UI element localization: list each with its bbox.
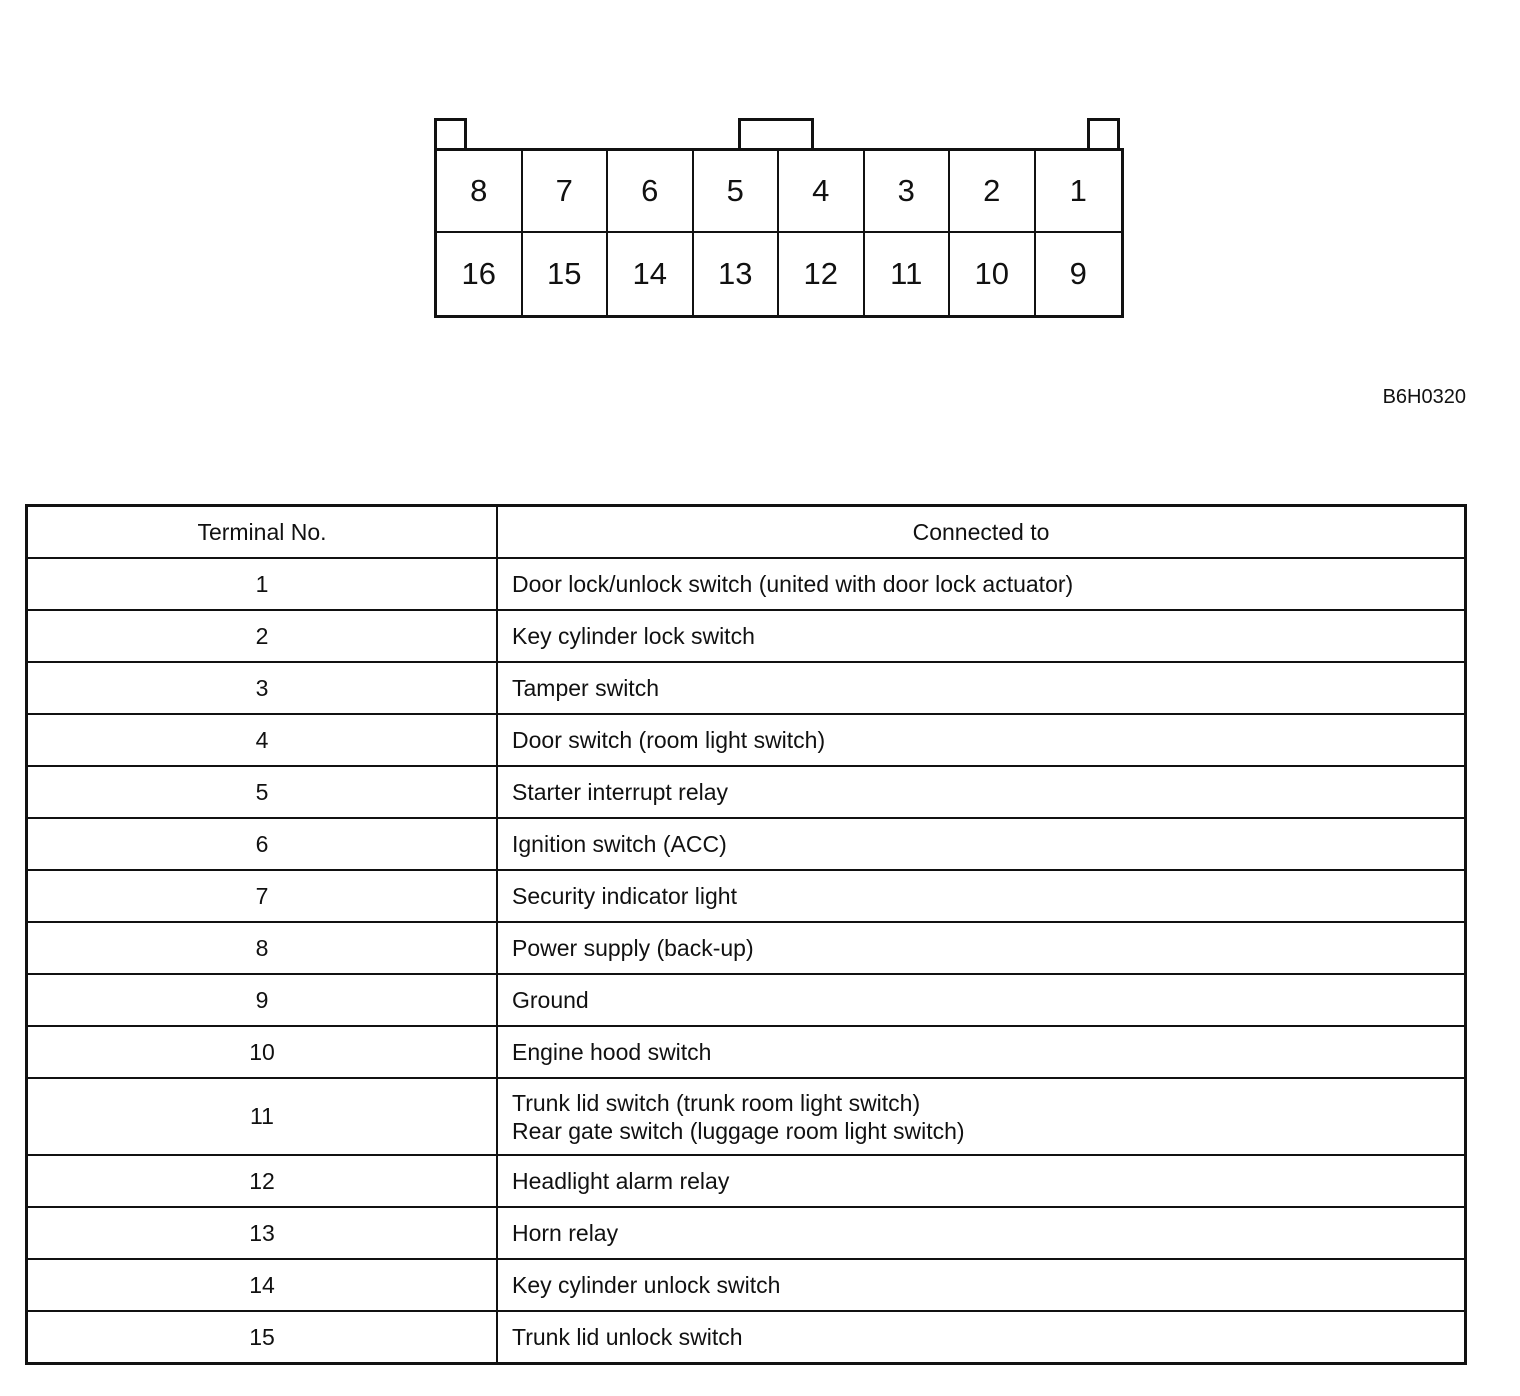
figure-code: B6H0320 bbox=[1382, 386, 1466, 408]
table-row bbox=[27, 1078, 1466, 1155]
connector-pin: 1 bbox=[1036, 151, 1122, 233]
connected-to-cell bbox=[497, 1311, 1466, 1364]
connector-pin: 11 bbox=[865, 233, 951, 315]
connector-lock-tab-right bbox=[1087, 118, 1120, 151]
terminal-number: 12 bbox=[27, 1155, 498, 1207]
connector-pin: 3 bbox=[865, 151, 951, 233]
table-row bbox=[27, 1311, 1466, 1364]
connected-to-line: Key cylinder lock switch bbox=[512, 623, 755, 649]
connected-to-line: Horn relay bbox=[512, 1220, 619, 1246]
connected-to-cell bbox=[497, 714, 1466, 766]
connector-pin: 13 bbox=[694, 233, 780, 315]
connector-pin: 6 bbox=[608, 151, 694, 233]
connected-to-cell bbox=[497, 610, 1466, 662]
connected-to-cell bbox=[497, 766, 1466, 818]
connector-pin: 8 bbox=[437, 151, 523, 233]
connected-to-line: Trunk lid unlock switch bbox=[512, 1324, 743, 1350]
terminal-number: 14 bbox=[27, 1259, 498, 1311]
header-connected-to: Connected to bbox=[497, 506, 1466, 559]
connector-diagram bbox=[434, 148, 1124, 318]
terminal-number: 13 bbox=[27, 1207, 498, 1259]
connector-pin: 7 bbox=[523, 151, 609, 233]
connected-to-line: Headlight alarm relay bbox=[512, 1168, 730, 1194]
connected-to-line: Trunk lid switch (trunk room light switch) bbox=[512, 1089, 921, 1116]
connected-to-cell bbox=[497, 922, 1466, 974]
connected-to-cell bbox=[497, 818, 1466, 870]
connected-to-line: Rear gate switch (luggage room light switch) bbox=[512, 1117, 965, 1144]
table-row bbox=[27, 870, 1466, 922]
table-row bbox=[27, 818, 1466, 870]
table-row bbox=[27, 1259, 1466, 1311]
connected-to-cell bbox=[497, 662, 1466, 714]
table-row bbox=[27, 1026, 1466, 1078]
connector-pin: 4 bbox=[779, 151, 865, 233]
table-row bbox=[27, 662, 1466, 714]
terminal-number: 1 bbox=[27, 558, 498, 610]
connector-pin: 10 bbox=[950, 233, 1036, 315]
terminal-number: 10 bbox=[27, 1026, 498, 1078]
connector-pin: 2 bbox=[950, 151, 1036, 233]
terminal-number: 11 bbox=[27, 1078, 498, 1155]
terminal-number: 15 bbox=[27, 1311, 498, 1364]
header-terminal-no: Terminal No. bbox=[27, 506, 498, 559]
table-row bbox=[27, 1207, 1466, 1259]
connected-to-line: Tamper switch bbox=[512, 675, 659, 701]
terminal-number: 7 bbox=[27, 870, 498, 922]
connected-to-line: Ground bbox=[512, 987, 589, 1013]
terminal-number: 9 bbox=[27, 974, 498, 1026]
connected-to-line: Door switch (room light switch) bbox=[512, 727, 826, 753]
table-row bbox=[27, 922, 1466, 974]
connected-to-line: Power supply (back-up) bbox=[512, 935, 754, 961]
connector-pin: 5 bbox=[694, 151, 780, 233]
connected-to-line: Door lock/unlock switch (united with door lock actuator) bbox=[512, 571, 1074, 597]
connector-pin: 9 bbox=[1069, 256, 1087, 291]
terminal-number: 2 bbox=[27, 610, 498, 662]
connected-to-cell bbox=[497, 1155, 1466, 1207]
connected-to-cell bbox=[497, 558, 1466, 610]
table-header-row bbox=[27, 506, 1466, 559]
connected-to-cell bbox=[497, 974, 1466, 1026]
connector-pin: 16 bbox=[437, 233, 523, 315]
connected-to-line: Ignition switch (ACC) bbox=[512, 831, 727, 857]
table-row bbox=[27, 1155, 1466, 1207]
connector-pin: 14 bbox=[608, 233, 694, 315]
connector-lock-tab-center bbox=[738, 118, 814, 151]
terminal-number: 6 bbox=[27, 818, 498, 870]
terminal-table bbox=[25, 504, 1467, 1365]
table-row bbox=[27, 558, 1466, 610]
table-row bbox=[27, 610, 1466, 662]
table-row bbox=[27, 766, 1466, 818]
terminal-number: 5 bbox=[27, 766, 498, 818]
connector-pin: 15 bbox=[523, 233, 609, 315]
table-row bbox=[27, 714, 1466, 766]
terminal-number: 3 bbox=[27, 662, 498, 714]
connector-pin: 12 bbox=[779, 233, 865, 315]
connected-to-cell bbox=[497, 870, 1466, 922]
connected-to-line: Starter interrupt relay bbox=[512, 779, 729, 805]
connected-to-line: Key cylinder unlock switch bbox=[512, 1272, 781, 1298]
connected-to-line: Security indicator light bbox=[512, 883, 737, 909]
terminal-number: 8 bbox=[27, 922, 498, 974]
connected-to-cell bbox=[497, 1207, 1466, 1259]
connector-lock-tab-left bbox=[434, 118, 467, 151]
terminal-number: 4 bbox=[27, 714, 498, 766]
connected-to-cell bbox=[497, 1259, 1466, 1311]
connected-to-cell bbox=[497, 1078, 1466, 1155]
connected-to-line: Engine hood switch bbox=[512, 1039, 712, 1065]
table-row bbox=[27, 974, 1466, 1026]
connected-to-cell bbox=[497, 1026, 1466, 1078]
